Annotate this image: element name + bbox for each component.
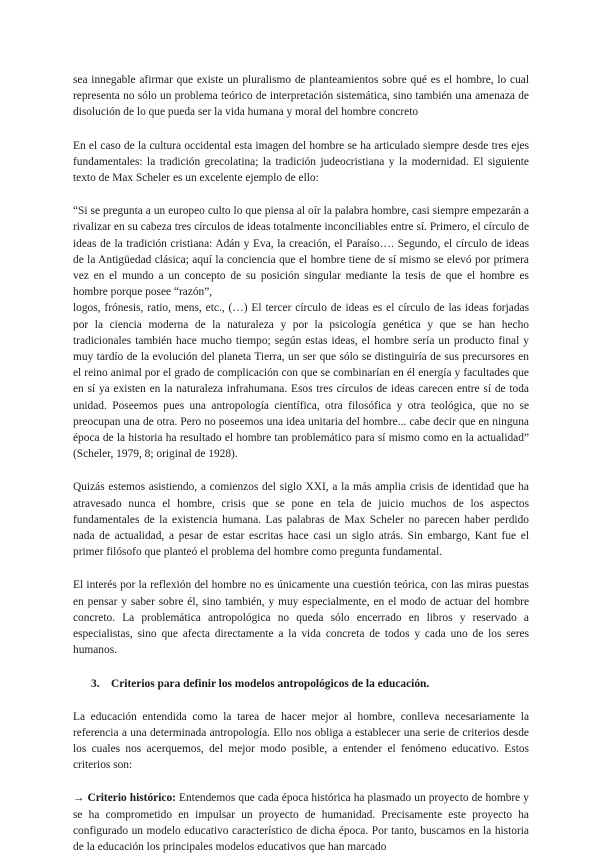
document-page [73, 72, 529, 855]
paragraph-criterio-historico [73, 790, 529, 855]
quote-scheler-part1: “Si se pregunta a un europeo culto lo que piensa al oír la palabra hombre, casi siempre empezarán a rivalizar en su cabeza tres círculos de ideas totalmente inconciliables entre sí. Primero, el círculo de ideas de la tradición cristiana: Adán y Eva, la creación, el Paraíso…. Segundo, el círculo de ideas de la Antigüedad clásica; aquí la conciencia que el hombre tiene de sí mismo se elevó por primera vez en el mundo a un concepto de su posición singular mediante la tesis de que el hombre es hombre porque posee “razón”, [73, 205, 529, 299]
quote-scheler-part2: logos, frónesis, ratio, mens, etc., (…) El tercer círculo de ideas es el círculo de las ideas forjadas por la ciencia moderna de la naturaleza y por la psicología genética y que se han hecho tradicionales también hace mucho tiempo; según estas ideas, el hombre sería un producto final y muy tardío de la evolución del planeta Tierra, un ser que sólo se distinguiría de sus precursores en el reino animal por el grado de complicación con que se combinarían en él energía y facultades que en sí ya existen en la naturaleza infrahumana. Esos tres círculos de ideas carecen entre sí de toda unidad. Poseemos pues una antropología científica, otra filosófica y otra teológica, que no se preocupan una de otra. Pero no poseemos una idea unitaria del hombre... cabe decir que en ninguna época de la historia ha resultado el hombre tan problemático para sí mismo como en la actualidad” (Scheler, 1979, 8; original de 1928). [73, 302, 529, 461]
arrow-icon: → [73, 792, 85, 805]
criterion-text: Entendemos que cada época histórica ha plasmado un proyecto de hombre y se ha comprometido en impulsar un proyecto de humanidad. Precisamente este proyecto ha configurado un modelo educativo característico de dicha época. Por tanto, buscamos en la historia de la educación los principales modelos educativos que han marcado [73, 792, 529, 853]
section-title: Criterios para definir los modelos antropológicos de la educación. [111, 677, 430, 690]
paragraph-educacion: La educación entendida como la tarea de hacer mejor al hombre, conlleva necesariamente la referencia a una determinada antropología. Ello nos obliga a establecer una serie de criterios desde los cuales nos acerquemos, del mejor modo posible, a entender el fenómeno educativo. Estos criterios son: [73, 710, 529, 772]
section-heading [91, 676, 529, 692]
criterion-label: Criterio histórico: [87, 792, 176, 805]
paragraph-pluralismo: sea innegable afirmar que existe un pluralismo de planteamientos sobre qué es el hombre, lo cual representa no sólo un problema teórico de interpretación sistemática, sino también una amenaza de disolución de lo que pueda ser la vida humana y moral del hombre concreto [73, 74, 529, 119]
paragraph-interes-reflexion: El interés por la reflexión del hombre no es únicamente una cuestión teórica, con las miras puestas en pensar y saber sobre él, sino también, y muy especialmente, en el modo de actuar del hombre concreto. La problemática antropológica no queda sólo encerrado en libros y reservado a especialistas, sino que afecta directamente a la vida concreta de todos y cada uno de los seres humanos. [73, 579, 529, 657]
section-number: 3. [91, 677, 100, 690]
paragraph-cultura-occidental: En el caso de la cultura occidental esta imagen del hombre se ha articulado siempre desde tres ejes fundamentales: la tradición grecolatina; la tradición judeocristiana y la modernidad. El siguiente texto de Max Scheler es un excelente ejemplo de ello: [73, 139, 529, 185]
paragraph-crisis-identidad: Quizás estemos asistiendo, a comienzos del siglo XXI, a la más amplia crisis de identidad que ha atravesado nunca el hombre, crisis que se pone en tela de juicio muchos de los aspectos fundamentales de la existencia humana. Las palabras de Max Scheler no parecen haber perdido nada de actualidad, a pesar de estar escritas hace casi un siglo atrás. Sin embargo, Kant fue el primer filósofo que planteó el problema del hombre como pregunta fundamental. [73, 481, 529, 559]
